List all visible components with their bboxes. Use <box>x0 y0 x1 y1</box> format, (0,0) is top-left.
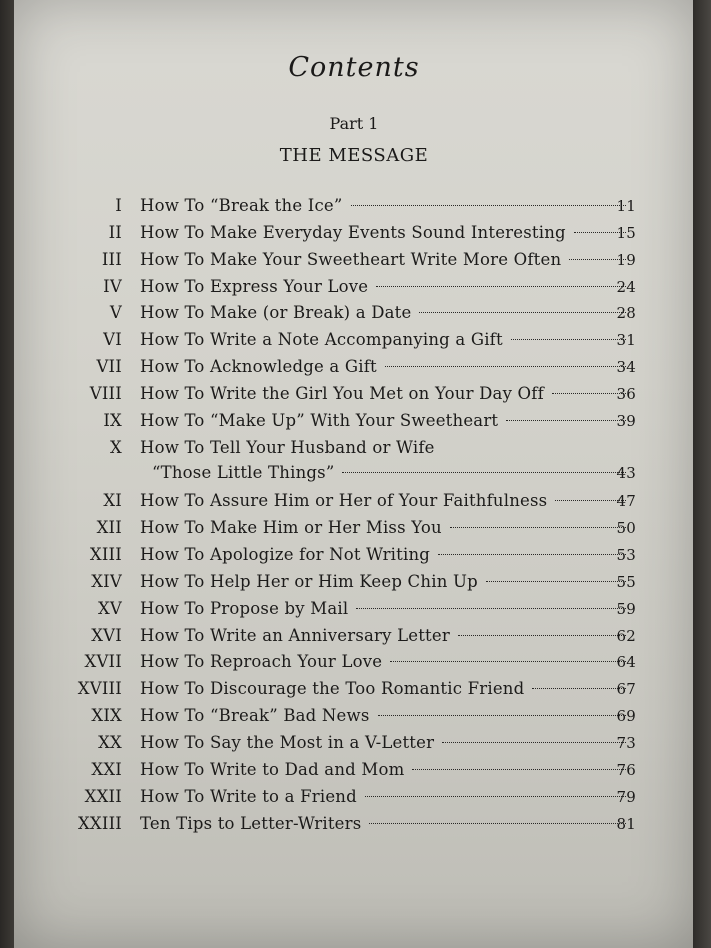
page-number: 15 <box>616 223 636 242</box>
chapter-title: How To Write a Note Accompanying a Gift <box>140 330 503 350</box>
chapter-number: XXII <box>84 786 122 806</box>
chapter-number: XXIII <box>77 813 122 833</box>
toc-entry <box>14 649 694 675</box>
chapter-title: How To Assure Him or Her of Your Faithfulness <box>140 491 548 511</box>
leader-dots <box>369 823 626 824</box>
page-title: Contents <box>288 52 420 83</box>
chapter-title-line <box>140 488 634 514</box>
chapter-title: How To Apologize for Not Writing <box>140 545 431 565</box>
chapter-title-line <box>140 676 634 702</box>
chapter-title-line <box>140 515 634 541</box>
toc-entry <box>14 300 694 326</box>
toc-entry <box>14 784 694 810</box>
chapter-title: How To Express Your Love <box>140 276 369 296</box>
chapter-title-line <box>140 274 634 300</box>
chapter-title: How To Write to Dad and Mom <box>140 759 405 779</box>
page-number: 62 <box>616 626 636 645</box>
chapter-number: IX <box>103 410 122 430</box>
toc-entry <box>14 569 694 595</box>
toc-entry <box>14 542 694 568</box>
chapter-title-line <box>140 193 634 219</box>
chapter-title-line <box>140 784 634 810</box>
chapter-number: XXI <box>91 759 122 779</box>
toc-entry <box>14 730 694 756</box>
toc-entry <box>14 757 694 783</box>
chapter-title: How To Write an Anniversary Letter <box>140 625 450 645</box>
page-number: 64 <box>616 653 636 672</box>
chapter-title: How To Help Her or Him Keep Chin Up <box>140 571 478 591</box>
chapter-title-line <box>140 408 634 434</box>
toc-entry <box>14 354 694 380</box>
chapter-title-line <box>140 703 634 729</box>
page-number: 36 <box>616 384 636 403</box>
chapter-title-line <box>140 757 634 783</box>
chapter-number: XIX <box>91 706 122 726</box>
chapter-number: XV <box>97 598 122 618</box>
chapter-title-line <box>152 460 634 486</box>
page-number: 73 <box>616 734 636 752</box>
chapter-title: How To Write the Girl You Met on Your Day Off <box>140 383 544 403</box>
page-number: 19 <box>616 250 636 269</box>
chapter-title-line <box>140 381 634 407</box>
chapter-number: XX <box>98 733 122 752</box>
chapter-number: V <box>109 303 122 323</box>
chapter-title-line <box>140 730 634 756</box>
toc-entry <box>14 515 694 541</box>
page-number: 31 <box>616 331 636 350</box>
page-number: 55 <box>616 572 636 591</box>
chapter-title-line <box>140 596 634 622</box>
leader-dots <box>385 366 626 367</box>
chapter-title: How To Tell Your Husband or Wife <box>140 437 435 457</box>
toc-entry <box>14 703 694 729</box>
leader-dots <box>412 769 626 770</box>
chapter-title-line <box>140 300 634 326</box>
page-number: 34 <box>616 358 636 377</box>
toc-entry <box>14 327 694 353</box>
book-page <box>14 0 694 948</box>
page-number: 24 <box>616 277 636 296</box>
chapter-title: How To “Break” Bad News <box>140 706 370 726</box>
chapter-title-continued: “Those Little Things” <box>152 462 335 482</box>
leader-dots <box>365 796 626 797</box>
chapter-title: How To Make Him or Her Miss You <box>140 518 442 538</box>
chapter-number: XVII <box>84 652 122 672</box>
leader-dots <box>390 661 626 662</box>
page-number: 79 <box>616 787 636 806</box>
toc-entry <box>14 811 694 837</box>
chapter-title: How To Make Your Sweetheart Write More Often <box>140 249 562 269</box>
chapter-title: How To Make (or Break) a Date <box>140 303 412 323</box>
page-number: 28 <box>616 304 636 323</box>
chapter-title-line <box>140 220 634 246</box>
chapter-number: XIII <box>89 545 122 565</box>
page-number: 39 <box>616 411 636 430</box>
toc-entry <box>14 381 694 407</box>
chapter-number: III <box>101 249 122 269</box>
chapter-title: How To “Make Up” With Your Sweetheart <box>140 410 499 430</box>
toc-entry-continuation <box>14 460 694 486</box>
chapter-title-line <box>140 569 634 595</box>
leader-dots <box>342 472 626 473</box>
chapter-number: VII <box>96 357 122 377</box>
page-number: 81 <box>616 814 636 833</box>
chapter-title: How To Discourage the Too Romantic Friend <box>140 679 525 699</box>
chapter-title: How To “Break the Ice” <box>140 196 343 215</box>
chapter-number: II <box>108 222 122 242</box>
section-heading: THE MESSAGE <box>279 145 429 166</box>
toc-entry <box>14 435 694 461</box>
chapter-title: How To Acknowledge a Gift <box>140 357 377 377</box>
page-number: 50 <box>616 519 636 538</box>
leader-dots <box>378 715 627 716</box>
page-number: 47 <box>616 492 636 511</box>
chapter-number: I <box>115 196 122 215</box>
chapter-title: How To Reproach Your Love <box>140 652 383 672</box>
page-number: 53 <box>616 546 636 565</box>
toc-entry <box>14 676 694 702</box>
toc-entry <box>14 408 694 434</box>
chapter-title-line <box>140 247 634 273</box>
chapter-title: How To Propose by Mail <box>140 598 349 618</box>
chapter-title: How To Say the Most in a V-Letter <box>140 733 435 752</box>
toc-entry <box>14 623 694 649</box>
leader-dots <box>356 608 626 609</box>
page-number: 11 <box>616 197 636 215</box>
toc-entry <box>14 247 694 273</box>
page-number: 76 <box>616 760 636 779</box>
toc-entry <box>14 274 694 300</box>
toc-entry <box>14 596 694 622</box>
chapter-title: How To Make Everyday Events Sound Interesting <box>140 222 566 242</box>
chapter-title-line <box>140 811 634 837</box>
leader-dots <box>376 286 626 287</box>
book-edge-shadow <box>693 0 711 948</box>
page-number: 59 <box>616 599 636 618</box>
book-spine-shadow <box>0 0 14 948</box>
chapter-title: Ten Tips to Letter-Writers <box>140 813 362 833</box>
chapter-number: VIII <box>89 383 122 403</box>
chapter-number: XI <box>103 491 122 511</box>
chapter-title-line <box>140 435 634 461</box>
toc-entry <box>14 220 694 246</box>
part-label: Part 1 <box>329 114 379 133</box>
page-number: 43 <box>616 463 636 482</box>
chapter-title-line <box>140 327 634 353</box>
toc-entry <box>14 193 694 219</box>
leader-dots <box>351 205 626 206</box>
chapter-title-line <box>140 354 634 380</box>
chapter-number: XII <box>96 518 122 538</box>
chapter-number: IV <box>103 276 122 296</box>
chapter-number: XIV <box>91 571 122 591</box>
page-number: 69 <box>616 707 636 726</box>
chapter-number: XVIII <box>77 679 122 699</box>
chapter-number: VI <box>103 330 122 350</box>
chapter-title-line <box>140 649 634 675</box>
chapter-title: How To Write to a Friend <box>140 786 357 806</box>
toc-entry <box>14 488 694 514</box>
chapter-number: X <box>110 437 122 457</box>
chapter-number: XVI <box>91 625 122 645</box>
chapter-title-line <box>140 623 634 649</box>
chapter-title-line <box>140 542 634 568</box>
page-number: 67 <box>616 680 636 699</box>
